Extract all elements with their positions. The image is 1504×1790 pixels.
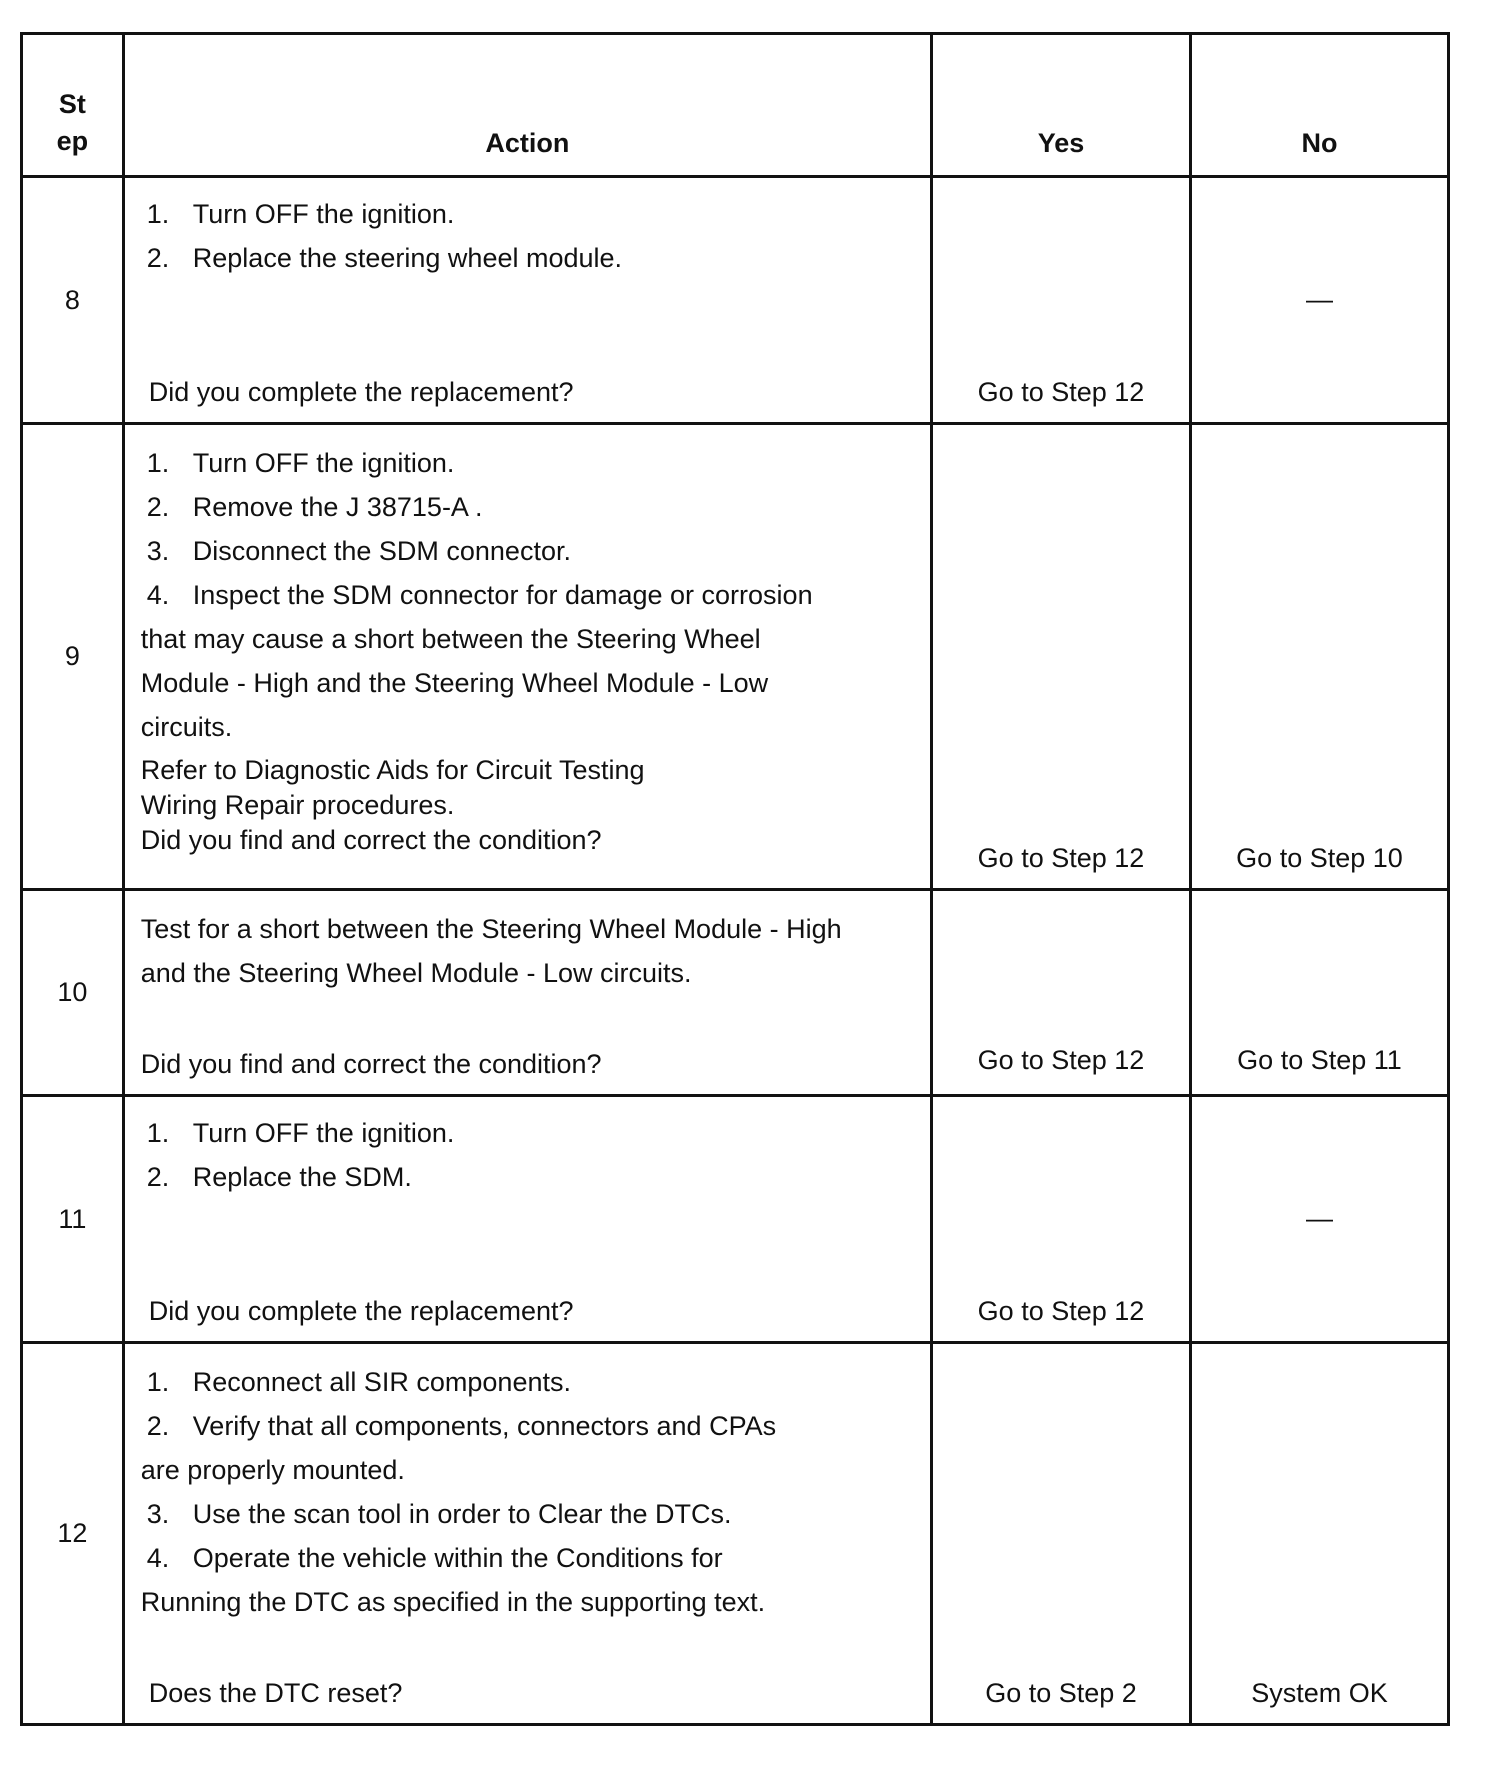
action-item: 2. Remove the J 38715-A . (146, 492, 483, 522)
question-text: Did you find and correct the condition? (140, 1049, 602, 1079)
action-continuation: Running the DTC as specified in the supporting text. (140, 1587, 766, 1617)
action-text: Test for a short between the Steering Wheel Module - High (140, 914, 842, 944)
step-number: 11 (22, 1096, 124, 1343)
action-header: Action (123, 34, 931, 177)
action-cell (123, 1096, 931, 1343)
no-cell (1190, 1343, 1448, 1725)
action-continuation: circuits. (140, 712, 233, 742)
action-item: 3. Use the scan tool in order to Clear the DTCs. (146, 1499, 732, 1529)
action-item: 4. Operate the vehicle within the Conditions for (146, 1543, 723, 1573)
yes-result: Go to Step 12 (977, 1296, 1145, 1326)
yes-result: Go to Step 2 (985, 1678, 1137, 1708)
step-header (22, 34, 124, 177)
question-text: Did you complete the replacement? (148, 377, 574, 407)
action-item: 1. Reconnect all SIR components. (146, 1367, 571, 1397)
action-item: 4. Inspect the SDM connector for damage or corrosion (146, 580, 813, 610)
no-header: No (1190, 34, 1448, 177)
yes-cell (932, 890, 1191, 1096)
action-item: 1. Turn OFF the ignition. (146, 199, 455, 229)
action-text: and the Steering Wheel Module - Low circuits. (140, 958, 692, 988)
yes-header: Yes (932, 34, 1191, 177)
action-item: 2. Verify that all components, connectors and CPAs (146, 1411, 777, 1441)
no-result: — (1305, 1203, 1333, 1234)
action-item: 1. Turn OFF the ignition. (146, 1118, 455, 1148)
no-result: Go to Step 11 (1237, 1045, 1402, 1075)
table-row (22, 1343, 1449, 1725)
action-cell (123, 177, 931, 424)
table-row (22, 424, 1449, 890)
yes-cell (932, 424, 1191, 890)
no-cell (1190, 1096, 1448, 1343)
no-result: System OK (1251, 1678, 1388, 1708)
diagnostic-table (20, 32, 1450, 1726)
action-item: 3. Disconnect the SDM connector. (146, 536, 571, 566)
action-cell (123, 890, 931, 1096)
question-text: Did you complete the replacement? (148, 1296, 574, 1326)
yes-result: Go to Step 12 (977, 843, 1145, 873)
yes-result: Go to Step 12 (977, 1045, 1145, 1075)
table-row (22, 1096, 1449, 1343)
yes-cell (932, 1096, 1191, 1343)
step-number: 12 (22, 1343, 124, 1725)
question-text: Did you find and correct the condition? (140, 825, 602, 855)
refer-text: Refer to Diagnostic Aids for Circuit Testing (140, 755, 645, 785)
action-continuation: are properly mounted. (140, 1455, 405, 1485)
yes-result: Go to Step 12 (977, 377, 1145, 407)
step-header-line2: ep (56, 125, 89, 156)
step-number: 8 (22, 177, 124, 424)
yes-cell (932, 177, 1191, 424)
no-cell (1190, 424, 1448, 890)
step-number: 9 (22, 424, 124, 890)
step-header-line1: St (58, 89, 86, 120)
yes-cell (932, 1343, 1191, 1725)
table-row (22, 890, 1449, 1096)
no-result: Go to Step 10 (1236, 843, 1403, 873)
no-result: — (1305, 284, 1333, 315)
no-cell (1190, 890, 1448, 1096)
action-item: 2. Replace the SDM. (146, 1162, 412, 1192)
question-text: Does the DTC reset? (148, 1678, 403, 1708)
action-continuation: that may cause a short between the Steering Wheel (140, 624, 761, 654)
action-cell (123, 424, 931, 890)
table-row (22, 177, 1449, 424)
action-cell (123, 1343, 931, 1725)
no-cell (1190, 177, 1448, 424)
action-item: 1. Turn OFF the ignition. (146, 448, 455, 478)
refer-text: Wiring Repair procedures. (140, 790, 455, 820)
header-row (22, 34, 1449, 177)
action-continuation: Module - High and the Steering Wheel Module - Low (140, 668, 769, 698)
action-item: 2. Replace the steering wheel module. (146, 243, 623, 273)
step-number: 10 (22, 890, 124, 1096)
